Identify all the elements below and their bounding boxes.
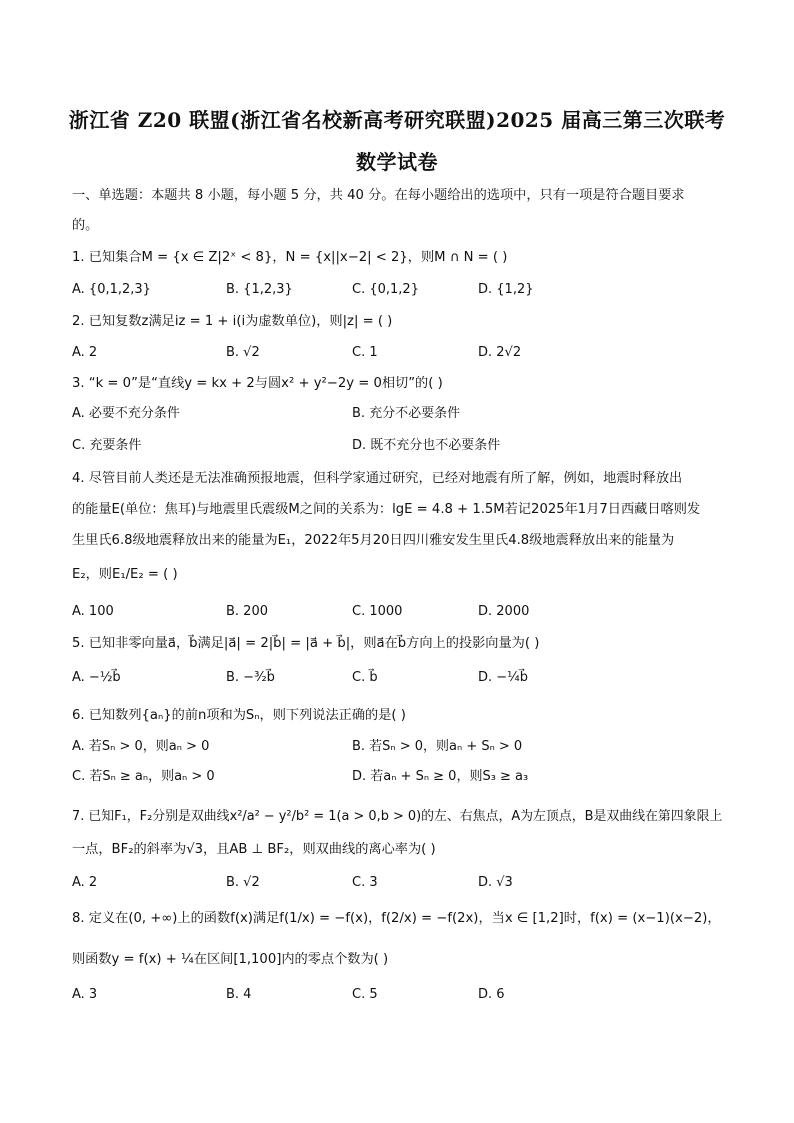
- question-8-option-b: B. 4: [226, 987, 252, 1002]
- question-7-option-a: A. 2: [72, 875, 98, 890]
- question-6-option-c: C. 若Sₙ ≥ aₙ，则aₙ > 0: [72, 769, 215, 784]
- question-2-option-a: A. 2: [72, 345, 98, 360]
- question-3-option-a: A. 必要不充分条件: [72, 406, 180, 421]
- question-2-option-c: C. 1: [352, 345, 378, 360]
- question-4-option-d: D. 2000: [478, 604, 530, 619]
- question-2-option-b: B. √2: [226, 345, 260, 360]
- question-8-option-a: A. 3: [72, 987, 98, 1002]
- question-5-option-c: C. b⃗: [352, 670, 378, 685]
- question-4-stem-line2: 的能量E(单位：焦耳)与地震里氏震级M之间的关系为：lgE = 4.8 + 1.5M若记2025年1月7日西藏日喀则发: [72, 502, 701, 517]
- question-3-option-d: D. 既不充分也不必要条件: [352, 438, 501, 453]
- question-7-stem-line2: 一点，BF₂的斜率为√3，且AB ⊥ BF₂，则双曲线的离心率为( ): [72, 842, 436, 857]
- question-4-option-a: A. 100: [72, 604, 114, 619]
- question-6-option-a: A. 若Sₙ > 0，则aₙ > 0: [72, 739, 210, 754]
- question-8-stem-line2: 则函数y = f(x) + ¼在区间[1,100]内的零点个数为( ): [72, 952, 389, 967]
- question-6-option-b: B. 若Sₙ > 0，则aₙ + Sₙ > 0: [352, 739, 523, 754]
- question-4-stem-line1: 4. 尽管目前人类还是无法准确预报地震，但科学家通过研究，已经对地震有所了解，例如，地震时释放出: [72, 471, 683, 486]
- question-3-option-b: B. 充分不必要条件: [352, 406, 461, 421]
- question-7-option-c: C. 3: [352, 875, 378, 890]
- question-5-stem: 5. 已知非零向量a⃗，b⃗满足|a⃗| = 2|b⃗| = |a⃗ + b⃗|，则a⃗在b⃗方向上的投影向量为( ): [72, 636, 540, 651]
- question-1-option-b: B. {1,2,3}: [226, 282, 293, 297]
- question-7-option-b: B. √2: [226, 875, 260, 890]
- question-4-stem-line4: E₂，则E₁/E₂ = ( ): [72, 567, 178, 582]
- question-3-stem: 3. “k = 0”是“直线y = kx + 2与圆x² + y²−2y = 0相切”的( ): [72, 376, 443, 391]
- question-1-option-a: A. {0,1,2,3}: [72, 282, 151, 297]
- question-5-option-d: D. −¼b⃗: [478, 670, 529, 685]
- section-instructions-line2: 的。: [72, 218, 99, 233]
- exam-subtitle: 数学试卷: [356, 150, 438, 174]
- question-7-option-d: D. √3: [478, 875, 513, 890]
- question-4-option-b: B. 200: [226, 604, 268, 619]
- question-8-option-d: D. 6: [478, 987, 505, 1002]
- question-4-option-c: C. 1000: [352, 604, 403, 619]
- question-5-option-a: A. −½b⃗: [72, 670, 121, 685]
- question-1-stem: 1. 已知集合M = {x ∈ Z|2ˣ < 8}，N = {x||x−2| < 2}，则M ∩ N = ( ): [72, 250, 508, 265]
- question-8-stem-line1: 8. 定义在(0, +∞)上的函数f(x)满足f(1/x) = −f(x)，f(2/x) = −f(2x)，当x ∈ [1,2]时，f(x) = (x−1)(x−2)，: [72, 911, 721, 926]
- question-3-option-c: C. 充要条件: [72, 438, 142, 453]
- question-4-stem-line3: 生里氏6.8级地震释放出来的能量为E₁，2022年5月20日四川雅安发生里氏4.8级地震释放出来的能量为: [72, 533, 675, 548]
- question-2-option-d: D. 2√2: [478, 345, 522, 360]
- section-instructions-line1: 一、单选题：本题共 8 小题，每小题 5 分，共 40 分。在每小题给出的选项中，只有一项是符合题目要求: [72, 188, 685, 203]
- question-7-stem-line1: 7. 已知F₁，F₂分别是双曲线x²/a² − y²/b² = 1(a > 0,b > 0)的左、右焦点，A为左顶点，B是双曲线在第四象限上: [72, 809, 723, 824]
- question-6-option-d: D. 若aₙ + Sₙ ≥ 0，则S₃ ≥ a₃: [352, 769, 529, 784]
- question-1-option-c: C. {0,1,2}: [352, 282, 419, 297]
- question-5-option-b: B. −³⁄₂b⃗: [226, 670, 275, 685]
- question-8-option-c: C. 5: [352, 987, 378, 1002]
- question-2-stem: 2. 已知复数z满足iz = 1 + i(i为虚数单位)，则|z| = ( ): [72, 314, 393, 329]
- question-1-option-d: D. {1,2}: [478, 282, 534, 297]
- exam-title: 浙江省 Z20 联盟(浙江省名校新高考研究联盟)2025 届高三第三次联考: [68, 108, 726, 132]
- question-6-stem: 6. 已知数列{aₙ}的前n项和为Sₙ，则下列说法正确的是( ): [72, 708, 406, 723]
